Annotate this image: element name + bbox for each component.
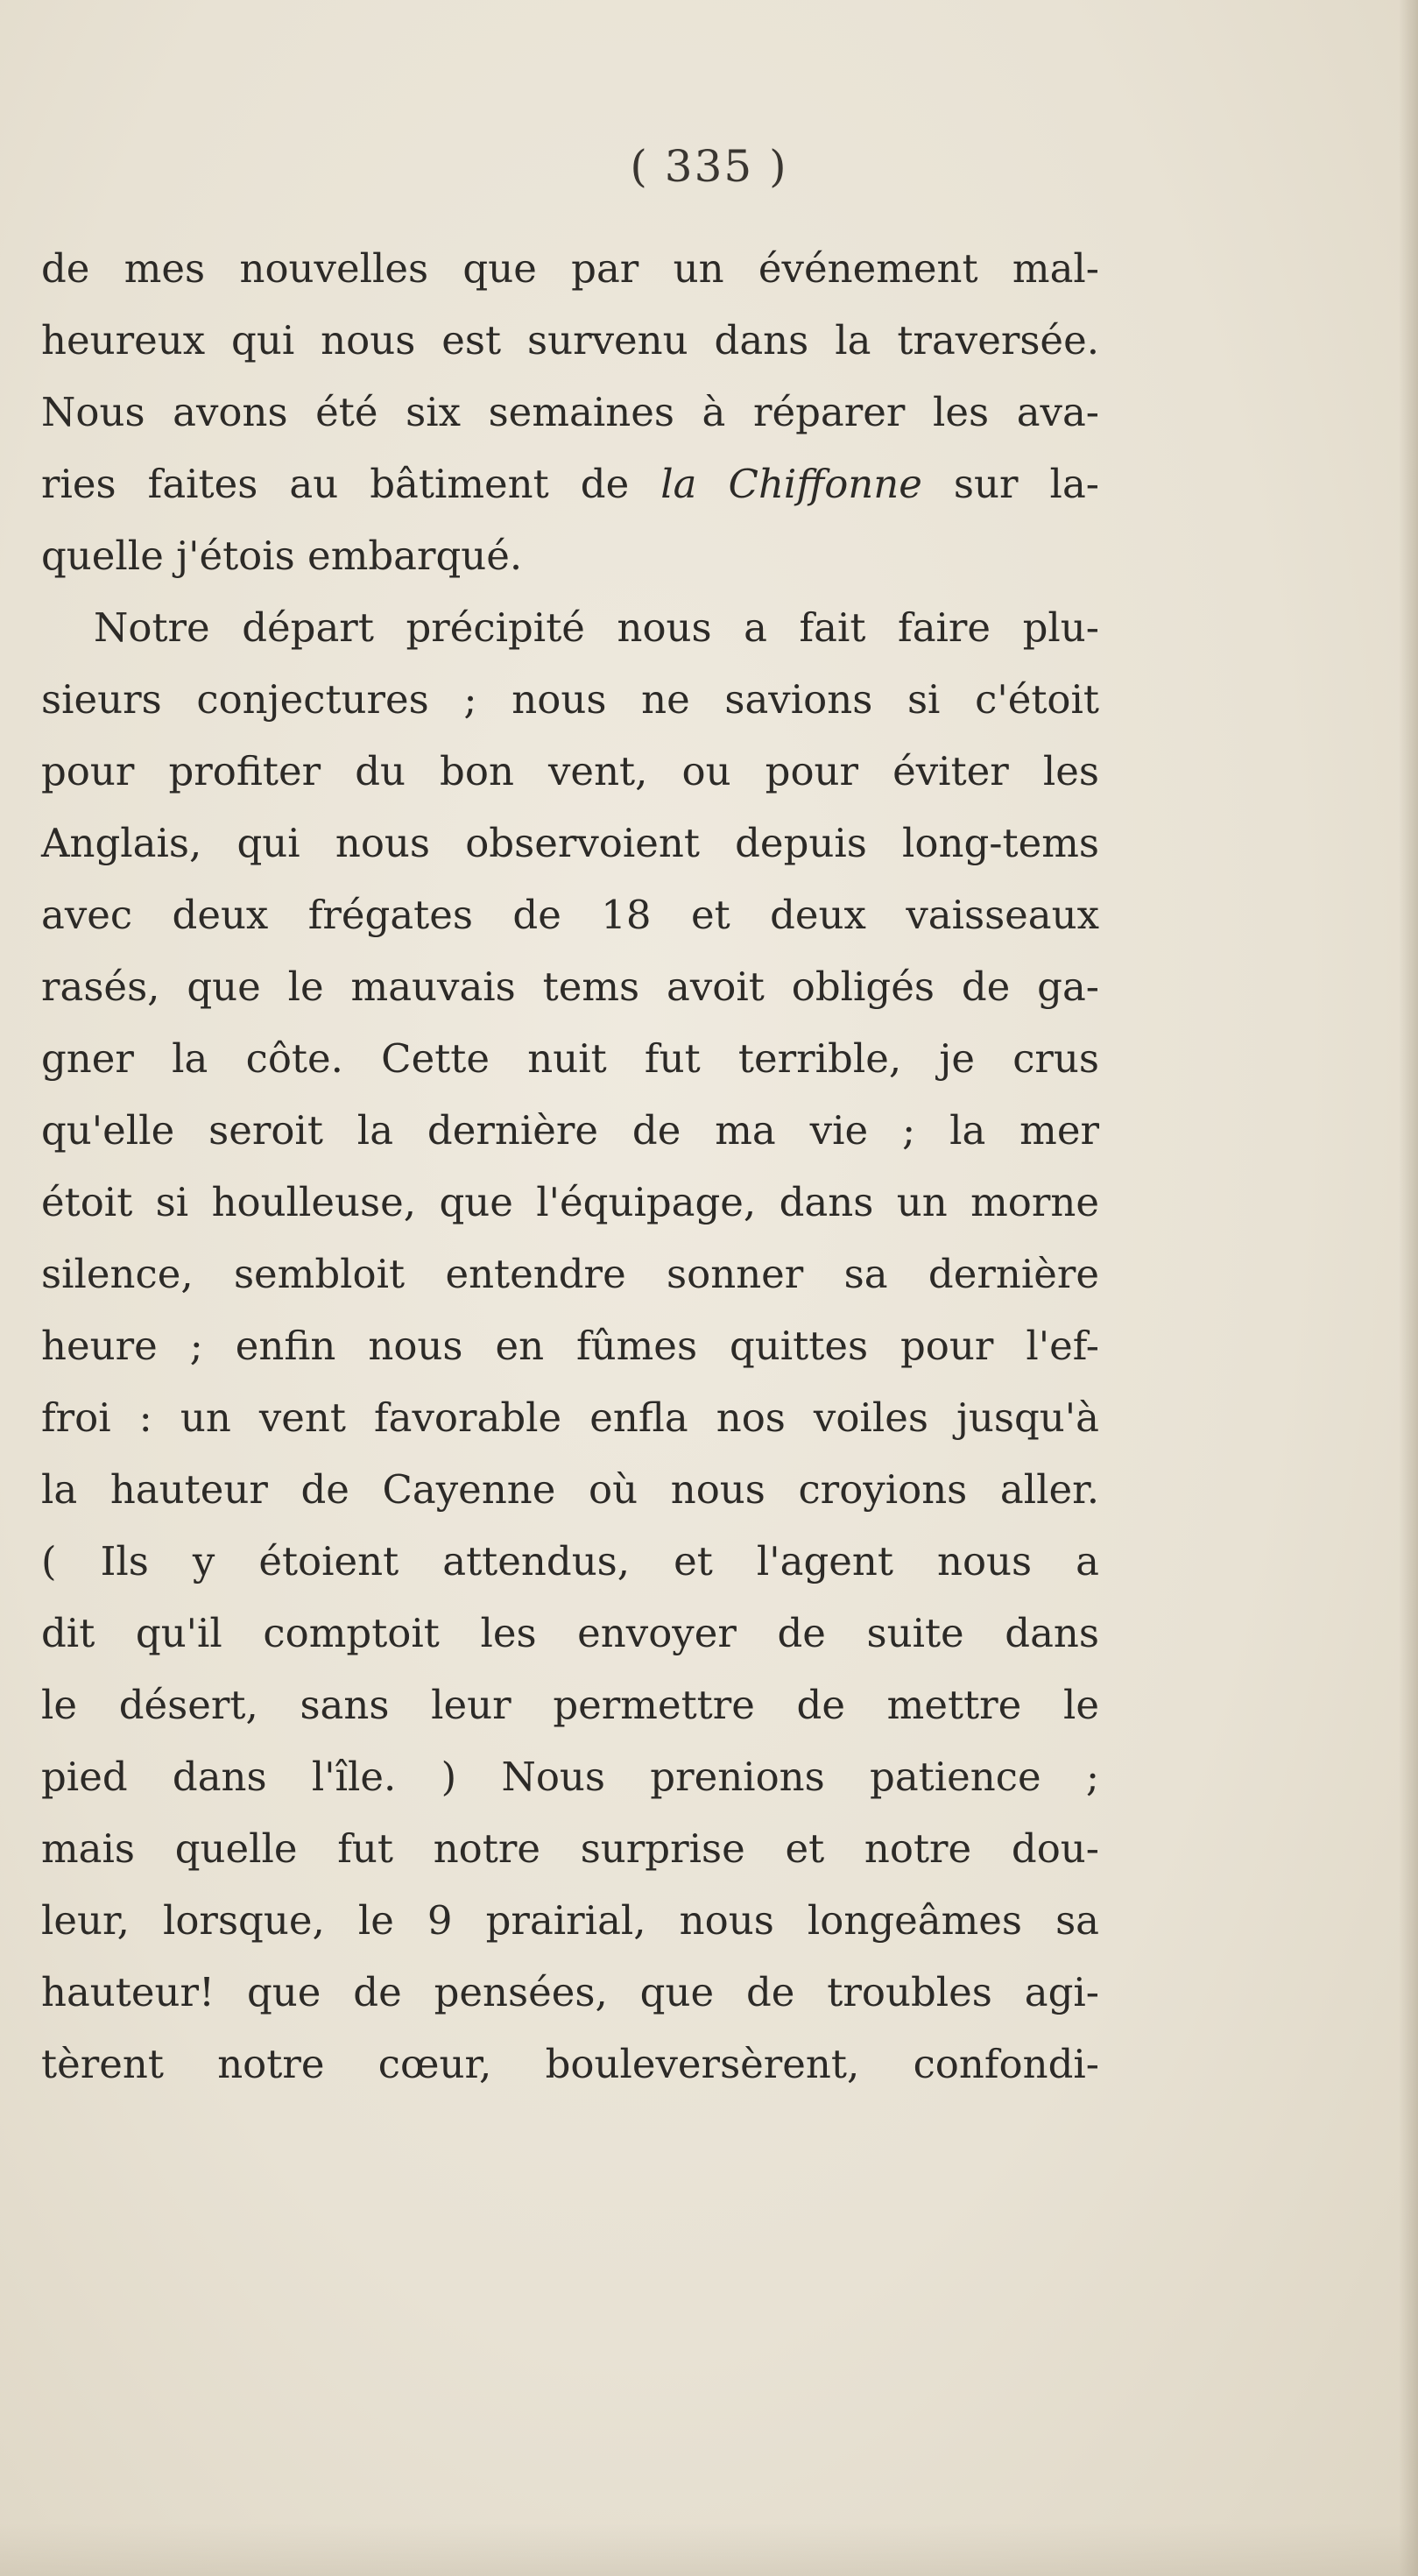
text-line: gner la côte. Cette nuit fut terrible, je crus bbox=[41, 1035, 1099, 1082]
text-line: le désert, sans leur permettre de mettre le bbox=[41, 1682, 1099, 1728]
text-line: mais quelle fut notre surprise et notre dou- bbox=[41, 1825, 1099, 1872]
text-line: pour profiter du bon vent, ou pour éviter les bbox=[41, 748, 1099, 794]
text-line-part: ries faites au bâtiment de bbox=[41, 461, 661, 507]
text-line: qu'elle seroit la dernière de ma vie ; la mer bbox=[41, 1107, 1099, 1154]
text-line: rasés, que le mauvais tems avoit obligés de ga- bbox=[41, 963, 1099, 1010]
ship-name: la Chiffonne bbox=[660, 461, 922, 507]
text-line: sieurs conjectures ; nous ne savions si c'étoit bbox=[41, 676, 1099, 723]
page-edge-shadow bbox=[1399, 0, 1418, 2576]
text-line: Nous avons été six semaines à réparer les ava- bbox=[41, 389, 1099, 435]
text-line: heure ; enfin nous en fûmes quittes pour l'ef- bbox=[41, 1323, 1099, 1369]
text-line: tèrent notre cœur, bouleversèrent, confondi- bbox=[41, 2041, 1099, 2087]
text-line-part: sur la- bbox=[921, 461, 1099, 507]
text-line: dit qu'il comptoit les envoyer de suite dans bbox=[41, 1610, 1099, 1656]
text-line: Notre départ précipité nous a fait faire plu- bbox=[94, 604, 1099, 651]
page-number: ( 335 ) bbox=[630, 141, 788, 192]
text-line: la hauteur de Cayenne où nous croyions aller. bbox=[41, 1466, 1099, 1513]
text-line: étoit si houlleuse, que l'équipage, dans un morne bbox=[41, 1179, 1099, 1225]
text-line bbox=[41, 448, 1099, 520]
text-line: hauteur! que de pensées, que de troubles agi- bbox=[41, 1969, 1099, 2015]
text-line: heureux qui nous est survenu dans la traversée. bbox=[41, 317, 1099, 363]
text-line: ( Ils y étoient attendus, et l'agent nous a bbox=[41, 1538, 1099, 1584]
text-line: quelle j'étois embarqué. bbox=[41, 533, 523, 579]
text-line: de mes nouvelles que par un événement mal- bbox=[41, 245, 1099, 292]
text-line: pied dans l'île. ) Nous prenions patience ; bbox=[41, 1754, 1099, 1800]
text-line: leur, lorsque, le 9 prairial, nous longeâmes sa bbox=[41, 1897, 1099, 1944]
text-line: Anglais, qui nous observoient depuis long-tems bbox=[41, 820, 1099, 866]
text-line: froi : un vent favorable enfla nos voiles jusqu'à bbox=[41, 1394, 1099, 1441]
page-bottom-shadow bbox=[0, 2523, 1418, 2576]
text-line: silence, sembloit entendre sonner sa dernière bbox=[41, 1251, 1099, 1297]
text-line: avec deux frégates de 18 et deux vaisseaux bbox=[41, 892, 1099, 938]
body-text bbox=[41, 233, 1099, 2100]
